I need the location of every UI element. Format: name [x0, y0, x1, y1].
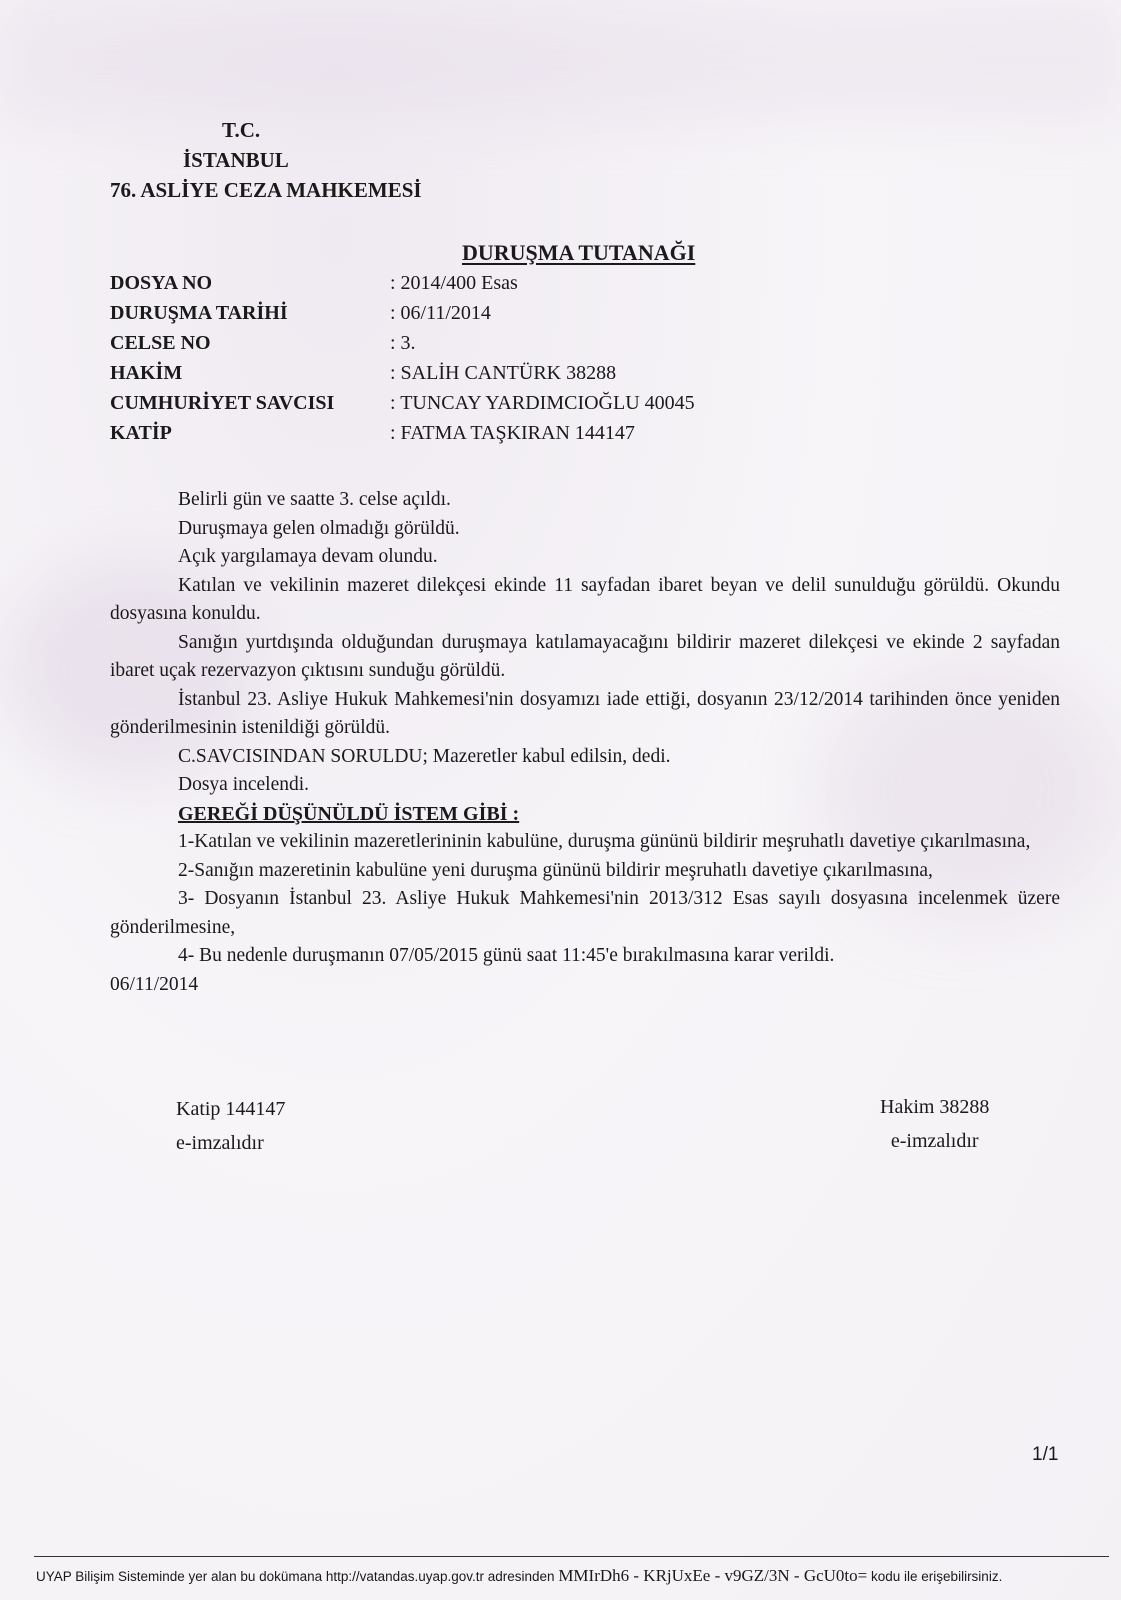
decision-heading: GEREĞİ DÜŞÜNÜLDÜ İSTEM GİBİ : [178, 802, 520, 825]
info-label: DURUŞMA TARİHİ [110, 302, 288, 324]
case-info-table [110, 268, 695, 448]
decision-item: 3- Dosyanın İstanbul 23. Asliye Hukuk Mahkemesi'nin 2013/312 Esas sayılı dosyasına incelenmek üzere gönderilmesine, [110, 888, 1060, 938]
info-row [110, 388, 695, 418]
info-value: : 06/11/2014 [390, 302, 491, 324]
info-value: : SALİH CANTÜRK 38288 [390, 362, 617, 384]
paragraph: Belirli gün ve saatte 3. celse açıldı. [178, 489, 451, 510]
info-value: : 3. [390, 332, 416, 354]
access-code: MMIrDh6 - KRjUxEe - v9GZ/3N - GcU0to= [558, 1566, 868, 1585]
info-label: CUMHURİYET SAVCISI [110, 392, 335, 414]
decision-item: 2-Sanığın mazeretinin kabulüne yeni duruşma gününü bildirir meşruhatlı davetiye çıkarılmasına, [178, 859, 933, 881]
info-label: HAKİM [110, 362, 183, 384]
info-value: : FATMA TAŞKIRAN 144147 [390, 422, 635, 444]
court-header [110, 115, 422, 205]
paragraph: Açık yargılamaya devam olundu. [178, 546, 438, 567]
info-row [110, 268, 695, 298]
footer-divider [34, 1556, 1109, 1557]
clerk-title: Katip 144147 [176, 1098, 286, 1120]
info-label: CELSE NO [110, 332, 211, 354]
info-row [110, 328, 695, 358]
header-line-1: T.C. [222, 118, 261, 142]
paragraph: Dosya incelendi. [178, 774, 310, 795]
header-line-2: İSTANBUL [183, 148, 289, 172]
info-row [110, 358, 695, 388]
info-value: : 2014/400 Esas [390, 272, 518, 294]
info-label: DOSYA NO [110, 272, 213, 294]
info-row [110, 418, 695, 448]
judge-signature [880, 1090, 989, 1158]
closing-date: 06/11/2014 [110, 973, 199, 995]
clerk-esign: e-imzalıdır [176, 1132, 264, 1154]
decision-item: 4- Bu nedenle duruşmanın 07/05/2015 günü saat 11:45'e bırakılmasına karar verildi. [178, 945, 835, 966]
decision-item: 1-Katılan ve vekilinin mazeretlerininin kabulüne, duruşma gününü bildirir meşruhatlı davetiye çıkarılmasına, [178, 831, 1031, 852]
footer-text: UYAP Bilişim Sisteminde yer alan bu dokümana http://vatandas.uyap.gov.tr adresinden [36, 1569, 555, 1584]
paragraph: Sanığın yurtdışında olduğundan duruşmaya katılamayacağını bildirir mazeret dilekçesi ve ekinde 2 sayfadan ibaret uçak rezervazyon çıktısını sunduğu görüldü. [110, 631, 1060, 681]
paragraph: İstanbul 23. Asliye Hukuk Mahkemesi'nin dosyamızı iade ettiği, dosyanın 23/12/2014 tarihinden önce yeniden gönderilmesinin istenildiği görüldü. [110, 688, 1060, 738]
info-value: : TUNCAY YARDIMCIOĞLU 40045 [390, 392, 695, 414]
info-label: KATİP [110, 422, 172, 444]
header-line-3: 76. ASLİYE CEZA MAHKEMESİ [110, 178, 422, 202]
document-title: DURUŞMA TUTANAĞI [462, 240, 696, 265]
minutes-body [110, 486, 1060, 999]
footer-suffix: kodu ile erişebilirsiniz. [871, 1569, 1003, 1584]
page-number: 1/1 [1032, 1444, 1059, 1465]
scan-smudge [0, 0, 1121, 120]
judge-esign: e-imzalıdır [890, 1130, 979, 1152]
paragraph: Katılan ve vekilinin mazeret dilekçesi ekinde 11 sayfadan ibaret beyan ve delil sunulduğu görüldü. Okundu dosyasına konuldu. [110, 574, 1060, 624]
judge-title: Hakim 38288 [880, 1096, 990, 1118]
clerk-signature [176, 1092, 285, 1160]
info-row [110, 298, 695, 328]
footer-note [36, 1566, 1002, 1586]
paragraph: C.SAVCISINDAN SORULDU; Mazeretler kabul edilsin, dedi. [178, 745, 671, 767]
paragraph: Duruşmaya gelen olmadığı görüldü. [178, 517, 460, 539]
